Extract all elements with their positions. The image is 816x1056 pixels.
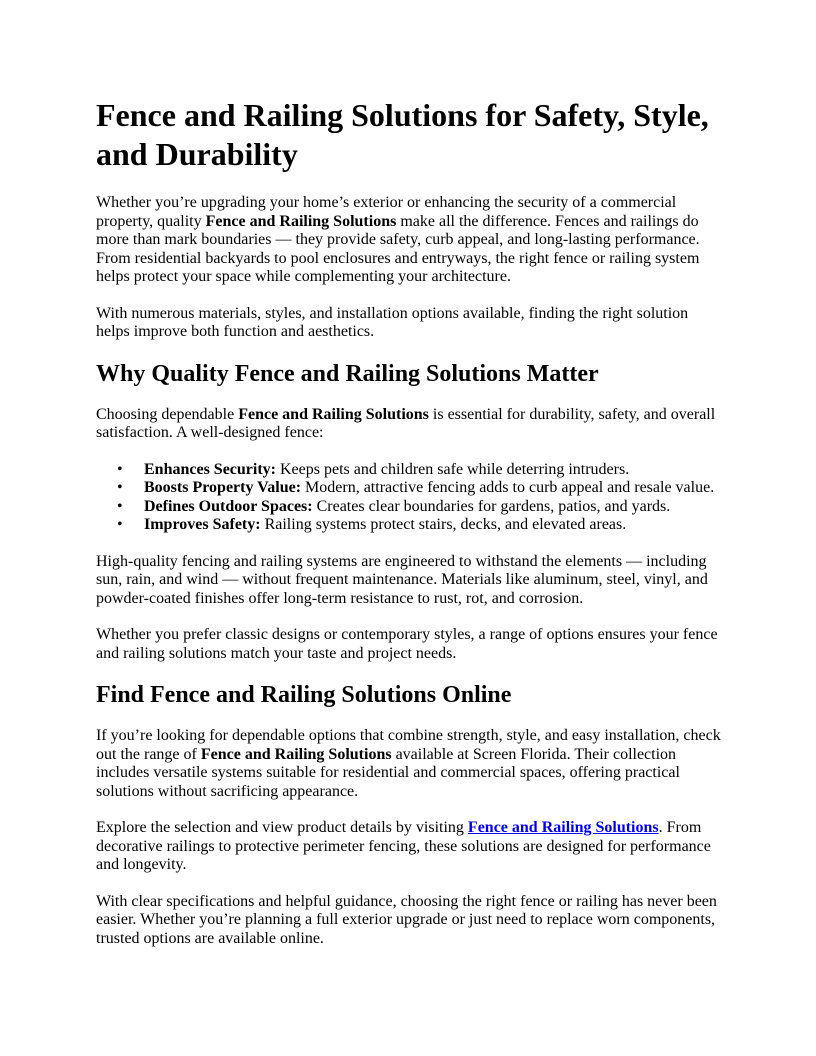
list-item-label: Boosts Property Value: bbox=[144, 479, 302, 496]
section1-paragraph-2: High-quality fencing and railing systems are engineered to withstand the elements — including sun, rain, and wind — without frequent maintenance. Materials like aluminum, steel, vinyl, and powder-coated finishes offer long-term resistance to rust, rot, and corrosion. bbox=[96, 552, 708, 607]
section2-bold-term: Fence and Railing Solutions bbox=[200, 745, 392, 763]
section2-text-a: If you’re looking for dependable options that combine strength, style, and easy installation, check out the range of bbox=[96, 727, 721, 763]
list-item bbox=[96, 516, 724, 535]
list-item-text: Railing systems protect stairs, decks, and elevated areas. bbox=[260, 516, 627, 533]
section2-paragraph-2 bbox=[96, 819, 724, 875]
benefits-list bbox=[96, 461, 724, 535]
section2-paragraph-3: With clear specifications and helpful guidance, choosing the right fence or railing has never been easier. Whether you’re planning a full exterior upgrade or just need to replace worn components, trusted options are available online. bbox=[96, 892, 717, 947]
bullet-glyph: • bbox=[117, 460, 123, 478]
section-heading-why-quality: Why Quality Fence and Railing Solutions Matter bbox=[96, 360, 599, 387]
list-item-text: Creates clear boundaries for gardens, patios, and yards. bbox=[312, 497, 671, 515]
section2-p2-text-a: Explore the selection and view product details by visiting bbox=[96, 819, 468, 836]
page-title: Fence and Railing Solutions for Safety, Style, and Durability bbox=[96, 97, 709, 172]
list-item-text: Modern, attractive fencing adds to curb appeal and resale value. bbox=[301, 479, 715, 496]
section1-text-a: Choosing dependable bbox=[96, 405, 239, 423]
bullet-glyph: • bbox=[117, 516, 123, 533]
intro-text-b: make all the difference. Fences and railings do more than mark boundaries — they provide safety, curb appeal, and long-lasting performance. From residential backyards to pool enclosures and entryways, the right fence or railing system helps protect your space while complementing your architecture. bbox=[96, 212, 700, 285]
section1-paragraph-3: Whether you prefer classic designs or contemporary styles, a range of options ensures your fence and railing solutions match your taste and project needs. bbox=[96, 626, 718, 662]
list-item bbox=[96, 461, 724, 480]
list-item-label: Improves Safety: bbox=[144, 516, 261, 533]
section-heading-find-online: Find Fence and Railing Solutions Online bbox=[96, 682, 512, 708]
list-item bbox=[96, 498, 724, 517]
intro-bold-term: Fence and Railing Solutions bbox=[205, 212, 397, 230]
fence-railing-solutions-link[interactable]: Fence and Railing Solutions bbox=[467, 819, 659, 836]
intro-paragraph-2: With numerous materials, styles, and installation options available, finding the right solution helps improve both function and aesthetics. bbox=[96, 304, 689, 340]
section1-text-b: is essential for durability, safety, and overall satisfaction. A well-designed fence: bbox=[96, 405, 716, 441]
list-item-label: Defines Outdoor Spaces: bbox=[144, 497, 313, 515]
intro-paragraph-1 bbox=[96, 194, 724, 287]
list-item-text: Keeps pets and children safe while deterring intruders. bbox=[276, 460, 630, 478]
section1-paragraph-1 bbox=[96, 406, 724, 443]
section2-p2-text-b: . From decorative railings to protective perimeter fencing, these solutions are designed for performance and longevity. bbox=[96, 819, 711, 873]
document-page bbox=[96, 96, 724, 966]
section1-bold-term: Fence and Railing Solutions bbox=[238, 405, 429, 423]
list-item bbox=[96, 479, 724, 498]
section2-paragraph-1 bbox=[96, 727, 724, 801]
bullet-glyph: • bbox=[117, 497, 123, 515]
intro-text-a: Whether you’re upgrading your home’s exterior or enhancing the security of a commercial property, quality bbox=[96, 194, 677, 230]
bullet-glyph: • bbox=[117, 479, 123, 496]
section2-text-b: available at Screen Florida. Their collection includes versatile systems suitable for residential and commercial spaces, offering practical solutions without sacrificing appearance. bbox=[96, 745, 680, 800]
list-item-label: Enhances Security: bbox=[144, 460, 276, 478]
